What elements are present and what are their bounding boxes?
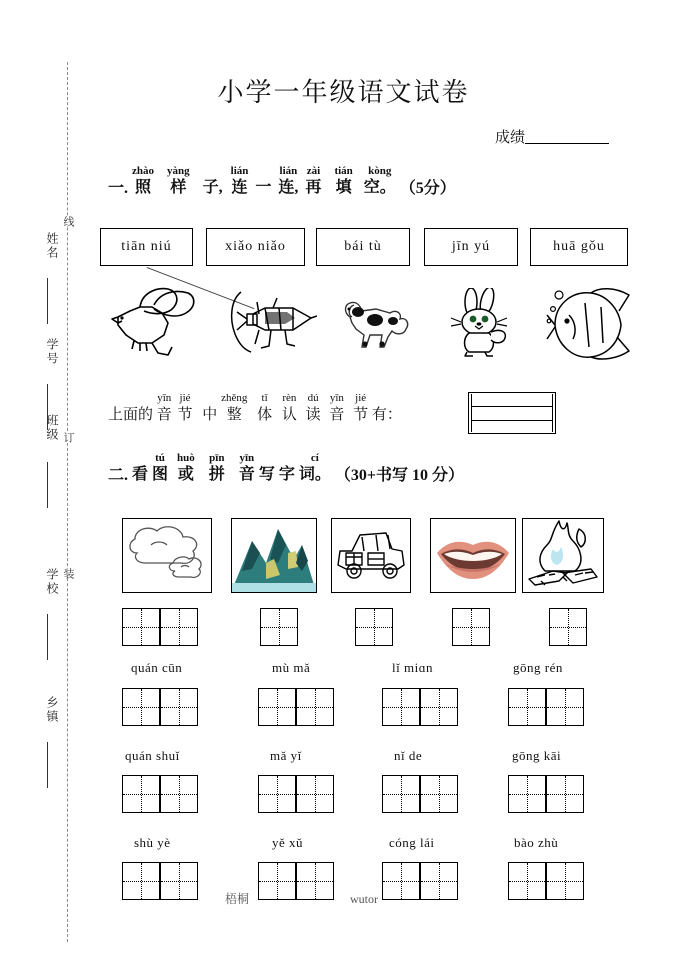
tianzige-row1-item2[interactable] bbox=[260, 608, 298, 646]
grid-label-nide: nǐ de bbox=[394, 748, 423, 763]
tianzige-cell[interactable] bbox=[420, 775, 458, 813]
tianzige-row2-item4[interactable] bbox=[508, 688, 584, 726]
ruby-tu: tú 图 bbox=[152, 452, 169, 483]
section2-points: （30+书写 10 分） bbox=[334, 467, 464, 484]
tianzige-row4-item4[interactable] bbox=[508, 862, 584, 900]
word-box-jinyu[interactable]: jīn yú bbox=[424, 228, 518, 266]
ruby-ti: tǐ 体 bbox=[257, 392, 273, 423]
tianzige-cell[interactable] bbox=[420, 862, 458, 900]
word-box-huagou[interactable]: huā gǒu bbox=[530, 228, 628, 266]
tianzige-cell[interactable] bbox=[382, 775, 420, 813]
word-box-xiaoniao[interactable]: xiǎo niǎo bbox=[206, 228, 305, 266]
score-label: 成绩 bbox=[494, 130, 525, 146]
section1-followup bbox=[108, 392, 402, 425]
tianzige-cell[interactable] bbox=[549, 608, 587, 646]
score-blank[interactable] bbox=[525, 143, 609, 144]
section2-heading bbox=[108, 452, 464, 485]
grid-label-baozhu: bào zhù bbox=[514, 835, 559, 850]
tianzige-cell[interactable] bbox=[296, 775, 334, 813]
ruby-yin2: yīn 音 bbox=[329, 392, 345, 423]
ruby-ci: cí 词。 bbox=[298, 452, 331, 483]
page-title: 小学一年级语文试卷 bbox=[217, 78, 470, 107]
tianzige-cell[interactable] bbox=[355, 608, 393, 646]
margin-label-name: 姓名 bbox=[45, 232, 59, 260]
tianzige-cell[interactable] bbox=[382, 862, 420, 900]
ruby-kong: kòng 空。 bbox=[363, 165, 396, 196]
margin-label-class: 班级 bbox=[45, 414, 59, 442]
grid-label-mayi: mǎ yǐ bbox=[270, 748, 302, 763]
tianzige-row4-item1[interactable] bbox=[122, 862, 198, 900]
tianzige-row2-item3[interactable] bbox=[382, 688, 458, 726]
margin-label-town: 乡镇 bbox=[45, 696, 59, 724]
ruby-yin1: yīn 音 bbox=[156, 392, 172, 423]
tianzige-cell[interactable] bbox=[258, 775, 296, 813]
ruby-lian1: lián 连 bbox=[230, 165, 249, 196]
tianzige-cell[interactable] bbox=[546, 862, 584, 900]
ruby-zi2: 字 bbox=[278, 466, 295, 483]
tianzige-cell[interactable] bbox=[122, 608, 160, 646]
tianzige-row1-item3[interactable] bbox=[355, 608, 393, 646]
ruby-jie2: jié 节 bbox=[353, 392, 369, 423]
tianzige-cell[interactable] bbox=[258, 862, 296, 900]
tianzige-cell[interactable] bbox=[160, 862, 198, 900]
rail-mark-ding: 订 bbox=[62, 432, 74, 443]
picture-rabbit bbox=[447, 288, 519, 363]
tianzige-row3-item3[interactable] bbox=[382, 775, 458, 813]
ruby-zi: 子, bbox=[202, 179, 223, 196]
tianzige-row2-item2[interactable] bbox=[258, 688, 334, 726]
tianzige-cell[interactable] bbox=[160, 608, 198, 646]
grid-label-quancun: quán cūn bbox=[131, 660, 183, 675]
tianzige-row1-item5[interactable] bbox=[549, 608, 587, 646]
tianzige-row2-item1[interactable] bbox=[122, 688, 198, 726]
ruby-pin: pīn 拼 bbox=[208, 452, 225, 483]
picture-box-fire bbox=[522, 518, 604, 593]
tianzige-row4-item2[interactable] bbox=[258, 862, 334, 900]
ruby-shangmiande: 上面的 bbox=[108, 407, 154, 423]
tianzige-cell[interactable] bbox=[122, 775, 160, 813]
tianzige-cell[interactable] bbox=[508, 862, 546, 900]
ruby-zhao: zhào 照 bbox=[132, 165, 155, 196]
grid-label-conglai: cóng lái bbox=[389, 835, 435, 850]
tianzige-cell[interactable] bbox=[508, 775, 546, 813]
picture-box-mountain bbox=[231, 518, 317, 593]
binding-dashed-line bbox=[67, 62, 68, 942]
ruby-zhong: 中 bbox=[202, 407, 218, 423]
pinyin-answer-box[interactable] bbox=[468, 392, 556, 434]
ruby-ren: rèn 认 bbox=[281, 392, 297, 423]
ruby-jie1: jié 节 bbox=[177, 392, 193, 423]
ruby-zheng: zhěng 整 bbox=[221, 392, 248, 423]
ruby-yang: yàng 样 bbox=[167, 165, 190, 196]
grid-label-gongren: gōng rén bbox=[513, 660, 563, 675]
tianzige-row1-item1[interactable] bbox=[122, 608, 198, 646]
word-box-baitu[interactable]: bái tù bbox=[316, 228, 410, 266]
tianzige-cell[interactable] bbox=[258, 688, 296, 726]
tianzige-cell[interactable] bbox=[546, 775, 584, 813]
margin-label-student-id: 学号 bbox=[45, 338, 59, 366]
tianzige-cell[interactable] bbox=[122, 862, 160, 900]
picture-box-car bbox=[331, 518, 411, 593]
tianzige-row4-item3[interactable] bbox=[382, 862, 458, 900]
watermark-cn: 梧桐 bbox=[225, 892, 250, 906]
tianzige-row1-item4[interactable] bbox=[452, 608, 490, 646]
tianzige-cell[interactable] bbox=[546, 688, 584, 726]
section2-number: 二. bbox=[108, 467, 129, 484]
ruby-xie: 写 bbox=[258, 466, 275, 483]
tianzige-cell[interactable] bbox=[508, 688, 546, 726]
score-field bbox=[495, 126, 609, 147]
ruby-yi: 一 bbox=[255, 179, 272, 196]
section1-points: （5分） bbox=[399, 180, 456, 197]
tianzige-cell[interactable] bbox=[420, 688, 458, 726]
grid-label-gongkai: gōng kāi bbox=[512, 748, 562, 763]
watermark-en: wutor bbox=[350, 892, 378, 906]
ruby-yin3: yīn 音 bbox=[238, 452, 255, 483]
rail-mark-zhuang: 装 bbox=[62, 568, 74, 579]
word-box-tianniu[interactable]: tiān niú bbox=[100, 228, 193, 266]
ruby-huo: huò 或 bbox=[177, 452, 195, 483]
picture-beetle bbox=[225, 288, 317, 363]
picture-fish bbox=[545, 285, 633, 368]
tianzige-cell[interactable] bbox=[296, 688, 334, 726]
grid-label-yexu: yě xǔ bbox=[272, 835, 304, 850]
rail-mark-xian: 线 bbox=[62, 216, 74, 227]
ruby-du: dú 读 bbox=[305, 392, 321, 423]
section1-heading bbox=[108, 165, 456, 198]
tianzige-cell[interactable] bbox=[260, 608, 298, 646]
picture-spotted-dog bbox=[336, 295, 414, 362]
tianzige-row3-item2[interactable] bbox=[258, 775, 334, 813]
ruby-you: 有： bbox=[371, 407, 402, 423]
tianzige-cell[interactable] bbox=[382, 688, 420, 726]
picture-bird bbox=[110, 285, 200, 365]
ruby-kan: 看 bbox=[132, 466, 149, 483]
margin-label-school: 学校 bbox=[45, 568, 59, 596]
grid-label-limian: lǐ miɑn bbox=[392, 660, 433, 675]
tianzige-row3-item1[interactable] bbox=[122, 775, 198, 813]
ruby-lian2: lián 连, bbox=[278, 165, 299, 196]
grid-label-quanshui: quán shuǐ bbox=[125, 748, 180, 763]
tianzige-cell[interactable] bbox=[452, 608, 490, 646]
grid-label-shuye: shù yè bbox=[134, 835, 171, 850]
grid-label-muma: mù mǎ bbox=[272, 660, 311, 675]
tianzige-row3-item4[interactable] bbox=[508, 775, 584, 813]
tianzige-cell[interactable] bbox=[160, 775, 198, 813]
section1-number: 一. bbox=[108, 180, 129, 197]
ruby-tian: tián 填 bbox=[334, 165, 353, 196]
picture-box-mouth bbox=[430, 518, 516, 593]
ruby-zai: zài 再 bbox=[305, 165, 322, 196]
tianzige-cell[interactable] bbox=[296, 862, 334, 900]
picture-box-cloud bbox=[122, 518, 212, 593]
tianzige-cell[interactable] bbox=[122, 688, 160, 726]
tianzige-cell[interactable] bbox=[160, 688, 198, 726]
